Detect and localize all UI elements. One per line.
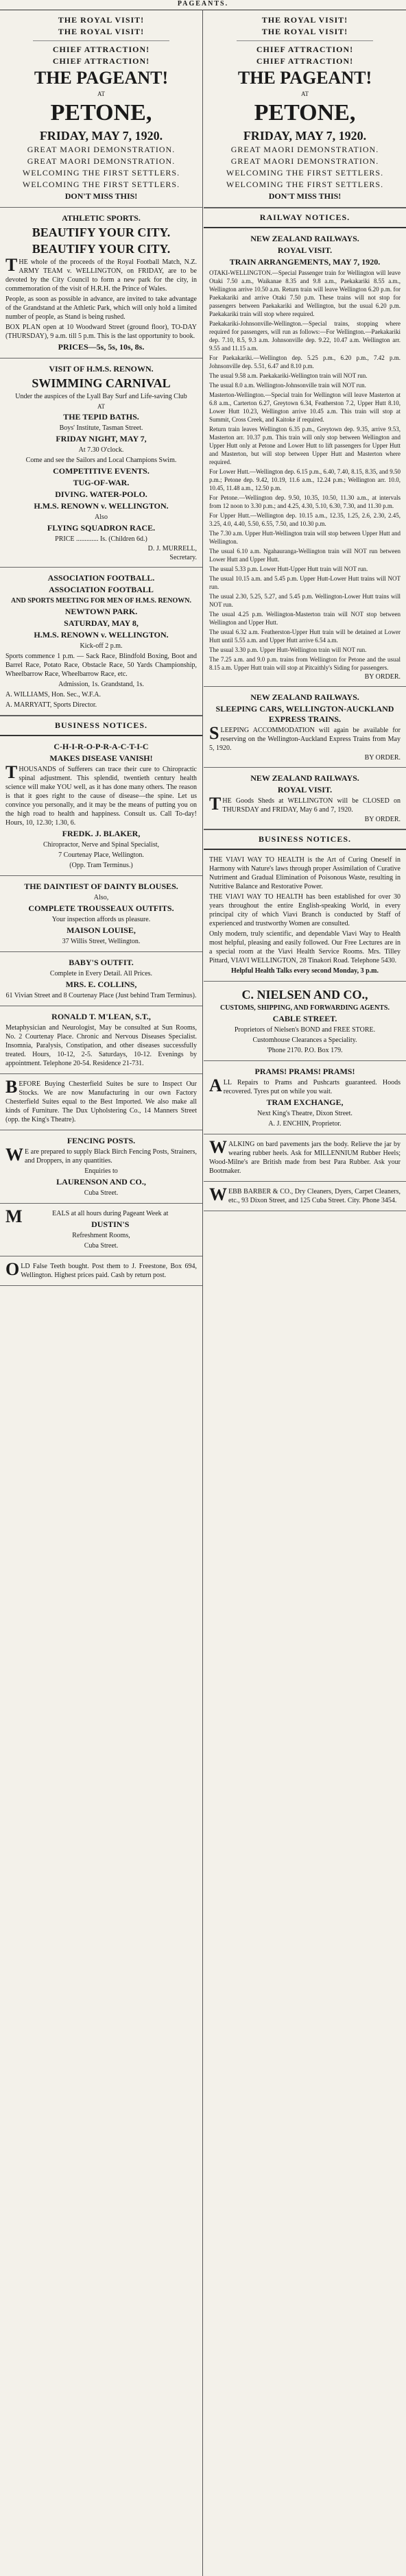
renown-vs-wellington: H.M.S. RENOWN v. WELLINGTON. — [34, 501, 169, 511]
secretary-name: D. J. MURRELL, — [147, 545, 197, 552]
prams-title: PRAMS! PRAMS! PRAMS! — [254, 1067, 355, 1076]
also-label: Also — [95, 513, 108, 521]
railway-p9: For Petone.—Wellington dep. 9.50, 10.35, 10.50, 11.30 a.m., at intervals from 12 noon to 3.30 p.m.; and 4.25, 4.30, 5.10, 6.30, 7.30, and 11.30 p.m. — [209, 494, 401, 509]
fencing-ad — [0, 1130, 202, 1204]
chiro-tagline: MAKES DISEASE VANISH! — [49, 753, 153, 763]
meals-ad — [0, 1204, 202, 1256]
chesterfield-ad — [0, 1074, 202, 1130]
trousseaux: COMPLETE TROUSSEAUX OUTFITS. — [28, 903, 174, 913]
sleeping-body: SLEEPING ACCOMMODATION will again be available for reserving on the Wellington-Auckland Express Trains from May 5, 1920. — [209, 723, 401, 752]
chief-attraction-line: CHIEF ATTRACTION! — [52, 56, 150, 66]
maison-address: 37 Willis Street, Wellington. — [62, 938, 141, 945]
football-signed: A. WILLIAMS, Hon. Sec., W.F.A. — [5, 691, 102, 698]
pageant-banner-left — [0, 10, 202, 208]
goods-title: ROYAL VISIT. — [277, 785, 333, 794]
dustins: DUSTIN'S — [91, 1219, 130, 1229]
left-column — [0, 10, 203, 2576]
baby-body: Complete in Every Detail. All Prices. — [49, 970, 153, 977]
business-notices-heading: BUSINESS NOTICES. — [0, 716, 202, 736]
health-lectures: Helpful Health Talks every second Monday, 3 p.m. — [230, 967, 379, 975]
barber-body: WEBB BARBER & CO., Dry Cleaners, Dyers, Carpet Cleaners, etc., 93 Dixon Street, and 125 Cuba Street. City. Phone 3454. — [209, 1184, 401, 1204]
petone-heading: PETONE, — [254, 100, 356, 125]
goods-body: THE Goods Sheds at WELLINGTON will be CLOSED on THURSDAY and FRIDAY, May 6 and 7, 1920. — [209, 794, 401, 814]
kickoff: Kick-off 2 p.m. — [80, 642, 123, 650]
railway-p11: The 7.30 a.m. Upper Hutt-Wellington train will stop between Upper Hutt and Wellington. — [209, 530, 401, 545]
athletic-body: THE whole of the proceeds of the Royal Football Match, N.Z. ARMY TEAM v. WELLINGTON, on FRIDAY, are to be devoted by the City Council to form a new park for the city, in commemoration of the visit of H.R.H. the Prince of Wales. — [5, 255, 197, 293]
chief-attraction-line: CHIEF ATTRACTION! — [52, 45, 150, 54]
athletic-sports-ad — [0, 208, 202, 359]
sleeping-cars-ad — [204, 687, 406, 768]
chiro-word: C-H-I-R-O-P-R-A-C-T-I-C — [53, 742, 149, 751]
by-order: BY ORDER. — [364, 673, 401, 681]
railway-royal-visit-ad — [204, 228, 406, 687]
prices: PRICES—5s, 5s, 10s, 8s. — [58, 342, 145, 352]
tram-exchange: TRAM EXCHANGE, — [266, 1097, 344, 1107]
date-heading: FRIDAY, MAY 7, 1920. — [39, 129, 163, 143]
nielsen-sub: CUSTOMS, SHIPPING, AND FORWARDING AGENTS. — [219, 1004, 390, 1012]
diving-waterpolo: DIVING. WATER-POLO. — [55, 489, 147, 499]
renown-swimming-ad — [0, 359, 202, 568]
royal-visit-line: THE ROYAL VISIT! — [58, 15, 145, 25]
sleeping-title: SLEEPING CARS, WELLINGTON-AUCKLAND EXPRESS TRAINS. — [215, 704, 394, 724]
tug-of-war: TUG-OF-WAR. — [73, 478, 130, 487]
railway-p6: Masterton-Wellington.—Special train for Wellington will leave Masterton at 6.8 a.m., Carterton 6.27, Greytown 6.34, Featherston 7.2, Upper Hutt 8.10, Lower Hutt 10.23, Wellington arrive 10.45 a.m. This train will stop at Summit, Cross Creek, and Kaitoke if required. — [209, 391, 401, 423]
nzr-heading: NEW ZEALAND RAILWAYS. — [250, 234, 359, 243]
welcoming-settlers: WELCOMING THE FIRST SETTLERS. — [226, 180, 384, 189]
royal-visit-line: THE ROYAL VISIT! — [261, 27, 348, 36]
admission: Admission, 1s. Grandstand, 1s. — [58, 681, 144, 688]
railway-p16: The usual 4.25 p.m. Wellington-Masterton train will NOT stop between Wellington and Upper Hutt. — [209, 611, 401, 626]
train-arrangements: TRAIN ARRANGEMENTS, MAY 7, 1920. — [229, 257, 381, 267]
railway-p8: For Lower Hutt.—Wellington dep. 6.15 p.m., 6.40, 7.40, 8.15, 8.35, and 9.50 p.m.; Petone dep. 9.42, 10.19, 11.6 a.m., 12.24 p.m.; Wellington arr. 10.0, 10.45, 11.48 a.m., 12.50 p.m. — [209, 468, 401, 491]
swimming-carnival: SWIMMING CARNIVAL — [32, 376, 171, 390]
health-body1: THE VIAVI WAY TO HEALTH is the Art of Curing Oneself in Harmony with Nature's laws through proper Assimilation of Curative Nutriment and Gradual Elimination of Poisonous Waste, resulting in Nutritive Balance and Restorative Power. — [209, 856, 401, 890]
viavi-health-ad — [204, 850, 406, 982]
maison-louise: MAISON LOUISE, — [67, 925, 136, 935]
railway-p7: Return train leaves Wellington 6.35 p.m., Greytown dep. 9.35, arrive 9.53, Masterton arr. 10.37 p.m. This train will only stop between Wellington and Upper Hutt only at Petone and Lower Hutt to lift passengers for Upper Hutt and Masterton, but will stop between Upper Hutt and Masterton where required. — [209, 426, 401, 465]
pageant-heading: THE PAGEANT! — [237, 68, 372, 88]
nielsen-name: C. NIELSEN AND CO., — [241, 988, 368, 1001]
beautify-line: BEAUTIFY YOUR CITY. — [32, 226, 171, 239]
chiropractic-ad — [0, 736, 202, 876]
railway-notices-heading: RAILWAY NOTICES. — [204, 208, 406, 228]
maori-demonstration: GREAT MAORI DEMONSTRATION. — [27, 145, 176, 154]
blouses-ad — [0, 876, 202, 952]
fencing-enquiries: Enquiries to — [84, 1167, 118, 1175]
swim-night: FRIDAY NIGHT, MAY 7, — [56, 434, 147, 443]
swim-price: PRICE ............. Is. (Children 6d.) — [55, 535, 147, 543]
baby-outfit-ad — [0, 952, 202, 1006]
fencing-body: WE are prepared to supply Black Birch Fencing Posts, Strainers, and Droppers, in any quantities. — [5, 1145, 197, 1165]
business-notices-heading: BUSINESS NOTICES. — [204, 829, 406, 850]
chiro-role: Chiropractor, Nerve and Spinal Specialist, — [43, 841, 159, 849]
laurenson: LAURENSON AND CO., — [56, 1177, 146, 1187]
flying-squadron: FLYING SQUADRON RACE. — [47, 523, 156, 533]
railway-p5: The usual 8.0 a.m. Wellington-Johnsonville train will NOT run. — [209, 382, 366, 389]
teeth-body: OLD False Teeth bought. Post them to J. Freestone, Box 694, Wellington. Highest prices paid. Cash by return post. — [5, 1259, 197, 1279]
dont-miss: DON'T MISS THIS! — [64, 191, 138, 201]
meals-body: MEALS at all hours during Pageant Week at — [5, 1206, 169, 1226]
mclean-name: RONALD T. M'LEAN, S.T., — [51, 1012, 151, 1021]
football-vs: H.M.S. RENOWN v. WELLINGTON. — [34, 630, 169, 640]
royal-visit-line: THE ROYAL VISIT! — [58, 27, 145, 36]
by-order: BY ORDER. — [364, 816, 401, 823]
railway-p10: For Upper Hutt.—Wellington dep. 10.15 a.m., 12.35, 1.25, 2.6, 2.30, 2.45, 3.25, 4.0, 4.40, 5.50, 6.55, 7.50, and 10.30 p.m. — [209, 512, 401, 527]
box-plan: BOX PLAN open at 10 Woodward Street (ground floor), TO-DAY (THURSDAY), 9 a.m. till 5 p.m. This is the last opportunity to book. — [5, 324, 197, 340]
mclean-body: Metaphysician and Neurologist, May be consulted at Sun Rooms, No. 2 Courtenay Place. Chronic and Nervous Diseases Specialist. Insomnia, Paralysis, Constipation, and other diseases successfully treated. Hours, 10-12, 2-5. Saturdays, 10-12. Evenings by appointment. Telephone 20-54. Residence 21-731. — [5, 1024, 197, 1067]
chief-attraction-line: CHIEF ATTRACTION! — [256, 56, 354, 66]
walking-body: WALKING on bard pavements jars the body. Relieve the jar by wearing rubber heels. Ask for MILLENNIUM Rubber Heels; Wood-Milne's are British made from best Para Rubber. Ask your Bootmaker. — [209, 1137, 401, 1175]
institute: Boys' Institute, Tasman Street. — [59, 424, 143, 432]
maori-demonstration: GREAT MAORI DEMONSTRATION. — [230, 145, 379, 154]
teeth-ad — [0, 1256, 202, 1286]
auspices: Under the auspices of the Lyall Bay Surf and Life-saving Club — [15, 393, 187, 400]
meals-street: Cuba Street. — [84, 1242, 119, 1250]
maori-demonstration: GREAT MAORI DEMONSTRATION. — [27, 156, 176, 166]
chiro-address: 7 Courtenay Place, Wellington. — [58, 851, 144, 859]
inspection: Your inspection affords us pleasure. — [51, 916, 151, 923]
railway-p15: The usual 2.30, 5.25, 5.27, and 5.45 p.m. Wellington-Lower Hutt trains will NOT run. — [209, 593, 401, 608]
railway-p19: The 7.25 a.m. and 9.0 p.m. trains from Wellington for Petone and the usual 8.15 a.m. Upper Hutt train will stop at Pitcaithly's Siding for passengers. — [209, 656, 401, 671]
blouses-also: Also, — [93, 894, 109, 901]
baby-title: BABY'S OUTFIT. — [69, 958, 134, 967]
dont-miss: DON'T MISS THIS! — [268, 191, 342, 201]
pageant-banner-right — [204, 10, 406, 208]
renown-title: VISIT OF H.M.S. RENOWN. — [49, 364, 154, 374]
chiro-opp: (Opp. Tram Terminus.) — [69, 862, 133, 869]
laurenson-address: Cuba Street. — [84, 1189, 119, 1197]
nielsen-tel: Customhouse Clearances a Speciality. — [252, 1036, 357, 1044]
athletic-body2: People, as soon as possible in advance, are invited to take advantage of the Grandstand at the Athletic Park, which will only hold a limited number of people, as Stand is being rushed. — [5, 295, 197, 321]
football-ground: NEWTOWN PARK. — [64, 607, 138, 616]
baby-address: 61 Vivian Street and 8 Courtenay Place (Just behind Tram Terminus). — [5, 992, 197, 999]
barber-ad — [204, 1182, 406, 1211]
railway-p12: The usual 6.10 a.m. Ngahauranga-Wellington train will NOT run between Lower Hutt and Upper Hutt. — [209, 548, 401, 563]
nzr-heading: NEW ZEALAND RAILWAYS. — [250, 692, 359, 702]
mclean-ad — [0, 1006, 202, 1074]
swim-come: Come and see the Sailors and Local Champions Swim. — [25, 457, 177, 464]
football-line2: ASSOCIATION FOOTBALL — [49, 585, 154, 594]
nielsen-phone: 'Phone 2170. P.O. Box 179. — [267, 1047, 343, 1054]
prams-body: ALL Repairs to Prams and Pushcarts guaranteed. Hoods recovered. Tyres put on while you wait. — [209, 1076, 401, 1095]
tepid-baths: THE TEPID BATHS. — [63, 412, 139, 422]
chief-attraction-line: CHIEF ATTRACTION! — [256, 45, 354, 54]
football-signed2: A. MARRYATT, Sports Director. — [5, 701, 97, 709]
refreshment-rooms: Refreshment Rooms, — [72, 1232, 130, 1239]
petone-heading: PETONE, — [50, 100, 152, 125]
nielsen-ad — [204, 982, 406, 1061]
prams-address: Next King's Theatre, Dixon Street. — [257, 1110, 353, 1117]
railway-p18: The usual 3.30 p.m. Upper Hutt-Wellington train will NOT run. — [209, 646, 367, 653]
competitive-events: COMPETITIVE EVENTS. — [53, 466, 150, 476]
railway-p14: The usual 10.15 a.m. and 5.45 p.m. Upper Hutt-Lower Hutt trains will NOT run. — [209, 575, 401, 590]
chiro-body: THOUSANDS of Sufferers can trace their cure to Chiropractic spinal adjustment. This splendid, twentieth century health science will make YOU well, as it has done many others. The reason is that it goes right to the cause of disease—the spine. Let us convince you personally, and it may be the means of putting you on the high road to health and happiness. Consult us. Call To-day! Hours, 10, 12.30; 1.30, 6. — [5, 762, 197, 827]
goods-sheds-ad — [204, 768, 406, 829]
blouses-title: THE DAINTIEST OF DAINTY BLOUSES. — [24, 882, 178, 891]
secretary-title: Secretary. — [169, 554, 197, 561]
page-header: PAGEANTS. — [0, 0, 406, 10]
maori-demonstration: GREAT MAORI DEMONSTRATION. — [230, 156, 379, 166]
nzr-heading: NEW ZEALAND RAILWAYS. — [250, 773, 359, 783]
baby-name: MRS. E. COLLINS, — [65, 980, 137, 989]
chiro-name: FREDK. J. BLAKER, — [62, 829, 141, 838]
prams-ad — [204, 1061, 406, 1134]
date-heading: FRIDAY, MAY 7, 1920. — [243, 129, 367, 143]
by-order: BY ORDER. — [364, 754, 401, 762]
welcoming-settlers: WELCOMING THE FIRST SETTLERS. — [226, 168, 384, 178]
health-body2: THE VIAVI WAY TO HEALTH has been established for over 30 years throughout the entire English-speaking World, in every principal city of which Viavi Branch is conducted by Staff of experienced and trustworthy Women are consulted. — [209, 893, 401, 927]
chesterfield-body: BEFORE Buying Chesterfield Suites be sure to Inspect Our Stocks. We are now Manufacturing in our own Factory Chesterfield Suites equal to the Best Imported. We also make all kinds of Furniture. The Dux Upholstering Co., 14 Manners Street (opp. the King's Theatre). — [5, 1077, 197, 1123]
nielsen-street: CABLE STREET. — [272, 1014, 337, 1023]
railway-p17: The usual 6.32 a.m. Featherston-Upper Hutt train will be detained at Lower Hutt until 5.55 a.m. and Upper Hutt arrive 6.54 a.m. — [209, 629, 401, 644]
royal-visit-line: THE ROYAL VISIT! — [261, 15, 348, 25]
at-label: AT — [301, 90, 309, 97]
railway-p1: OTAKI-WELLINGTON.—Special Passenger train for Wellington will leave Otaki 7.50 a.m., Waikanae 8.35 and 9.8 a.m., Paekakariki 8.55 a.m., Wellington arrive 10.50 a.m. Return train will leave Wellington 6.20 p.m. for Paekakariki and arrive Otaki 7.50 p.m. These trains will not stop for passengers between Paekakariki and Wellington, but the usual 6.20 p.m. Paekakariki train will stop where required. — [209, 269, 401, 317]
railway-p4: The usual 9.58 a.m. Paekakariki-Wellington train will NOT run. — [209, 372, 368, 379]
railway-p2: Paekakariki-Johnsonville-Wellington.—Special trains, stopping where required for passengers, will run as follows:—For Wellington.—Paekakariki dep. 7.10, 8.5, 9.3 a.m. Johnsonville dep. 9.22, 10.47 a.m. Wellington arr. 9.55 and 11.15 a.m. — [209, 320, 401, 352]
railway-p13: The usual 5.33 p.m. Lower Hutt-Upper Hutt train will NOT run. — [209, 566, 368, 572]
pageant-heading: THE PAGEANT! — [34, 68, 169, 88]
prams-owner: A. J. ENCHIN, Proprietor. — [268, 1120, 342, 1128]
at-label: AT — [97, 403, 105, 410]
walking-ad — [204, 1134, 406, 1182]
at-label: AT — [97, 90, 105, 97]
railway-p3: For Paekakariki.—Wellington dep. 5.25 p.m., 6.20 p.m., 7.42 p.m. Johnsonville dep. 5.51, 6.47 and 8.10 p.m. — [209, 354, 401, 369]
health-body3: Only modern, truly scientific, and dependable Viavi Way to Health most helpful, pleasing and easily followed. Our Free Lectures are in a special room at the Viavi Health Service Rooms. Mrs. Tilley Pittard, VIAVI WELLINGTON, 28 Tinakori Road. Telephone 5430. — [209, 930, 401, 964]
royal-visit-heading: ROYAL VISIT. — [277, 245, 333, 255]
swim-time: At 7.30 O'clock. — [78, 446, 124, 454]
sports-list: Sports commence 1 p.m. — Sack Race, Blindfold Boxing, Boot and Barrel Race, Potato Race, Obstacle Race, 50 Yards Championship, Wheelbarrow Race, Wheelbarrow Race, etc. — [5, 653, 197, 678]
football-date: SATURDAY, MAY 8, — [64, 618, 139, 628]
right-column — [204, 10, 406, 2576]
football-ad — [0, 568, 202, 716]
fencing-title: FENCING POSTS. — [67, 1136, 136, 1145]
football-line3: AND SPORTS MEETING FOR MEN OF H.M.S. RENOWN. — [11, 597, 191, 605]
welcoming-settlers: WELCOMING THE FIRST SETTLERS. — [22, 180, 180, 189]
welcoming-settlers: WELCOMING THE FIRST SETTLERS. — [22, 168, 180, 178]
athletic-title: ATHLETIC SPORTS. — [62, 213, 141, 223]
football-line1: ASSOCIATION FOOTBALL. — [47, 573, 155, 583]
nielsen-body: Proprietors of Nielsen's BOND and FREE STORE. — [234, 1026, 376, 1034]
beautify-line: BEAUTIFY YOUR CITY. — [32, 242, 171, 256]
